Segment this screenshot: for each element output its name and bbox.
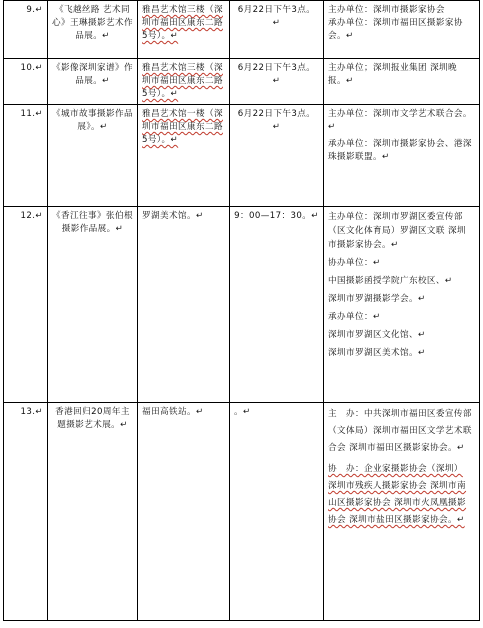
exhibition-venue: 福田高铁站。↵ <box>138 403 230 621</box>
exhibition-title: 《香江往事》张伯根摄影作品展。↵ <box>48 207 138 403</box>
row-number: 12.↵ <box>4 207 48 403</box>
organizer-line: 深圳市罗湖区文化馆、↵ <box>328 330 426 340</box>
organizer-line: 承办单位：深圳市摄影家协会、港深珠摄影联盟。↵ <box>328 139 472 162</box>
venue-text: 雅昌艺术馆三楼（深圳市福田区康东二路5号）。↵ <box>142 63 223 99</box>
exhibition-time: 9：00—17：30。↵ <box>230 207 324 403</box>
exhibition-time: 6月22日下午3点。↵ <box>230 1 324 59</box>
table-row <box>4 1 480 59</box>
table-row <box>4 403 480 621</box>
table-row <box>4 105 480 207</box>
row-number: 13.↵ <box>4 403 48 621</box>
exhibition-time: 。↵ <box>230 403 324 621</box>
exhibition-title: 香港回归20周年主题摄影艺术展。↵ <box>48 403 138 621</box>
exhibition-organizers <box>324 403 480 621</box>
row-number: 11.↵ <box>4 105 48 207</box>
exhibition-organizers <box>324 105 480 207</box>
exhibition-table <box>3 0 480 621</box>
exhibition-title: 《城市故事摄影作品展》。↵ <box>48 105 138 207</box>
row-number: 9.↵ <box>4 1 48 59</box>
organizer-line: 承办单位：深圳市福田区摄影家协会。↵ <box>328 18 463 41</box>
organizer-line: 主办单位；深圳报业集团 深圳晚报。↵ <box>328 63 458 86</box>
organizer-line: 深圳市罗湖摄影学会。↵ <box>328 294 426 304</box>
venue-text: 雅昌艺术馆三楼（深圳市福田区康东二路5号）。↵ <box>142 5 223 41</box>
row-number: 10.↵ <box>4 59 48 105</box>
exhibition-time: 6月22日下午3点。↵ <box>230 105 324 207</box>
exhibition-organizers <box>324 1 480 59</box>
table-row <box>4 207 480 403</box>
organizer-line: 协办单位：↵ <box>328 258 381 268</box>
exhibition-venue <box>138 105 230 207</box>
organizer-line: 承办单位：↵ <box>328 312 381 322</box>
exhibition-venue <box>138 59 230 105</box>
organizer-line: 主办单位：深圳市罗湖区委宣传部（区文化体育局）罗湖区文联 深圳市摄影家协会。↵ <box>328 212 467 250</box>
exhibition-title: 《影像深圳家谱》作品展。↵ <box>48 59 138 105</box>
organizer-line: 主 办：中共深圳市福田区委宣传部（文体局）深圳市福田区文学艺术联合会 深圳市福田区摄影家协会。↵ <box>328 409 472 453</box>
exhibition-title: 《飞越丝路 艺术同心》王琳摄影艺术作品展。↵ <box>48 1 138 59</box>
exhibition-organizers <box>324 59 480 105</box>
organizer-line: 深圳市罗湖区美术馆。↵ <box>328 348 426 358</box>
exhibition-venue: 罗湖美术馆。↵ <box>138 207 230 403</box>
venue-text: 雅昌艺术馆一楼（深圳市福田区康东二路5号）。↵ <box>142 109 223 145</box>
organizer-line: 协 办：企业家摄影协会（深圳） 深圳市残疾人摄影家协会 深圳市南山区摄影家协会 深圳市火凤凰摄影协会 深圳市盐田区摄影家协会。↵ <box>328 464 467 525</box>
exhibition-organizers <box>324 207 480 403</box>
exhibition-venue <box>138 1 230 59</box>
table-row <box>4 59 480 105</box>
exhibition-time: 6月22日下午3点。↵ <box>230 59 324 105</box>
organizer-line: 主办单位：深圳市摄影家协会 <box>328 5 445 15</box>
organizer-line: 中国摄影函授学院广东校区、↵ <box>328 276 453 286</box>
organizer-line: 主办单位：深圳市文学艺术联合会。↵ <box>328 109 472 132</box>
